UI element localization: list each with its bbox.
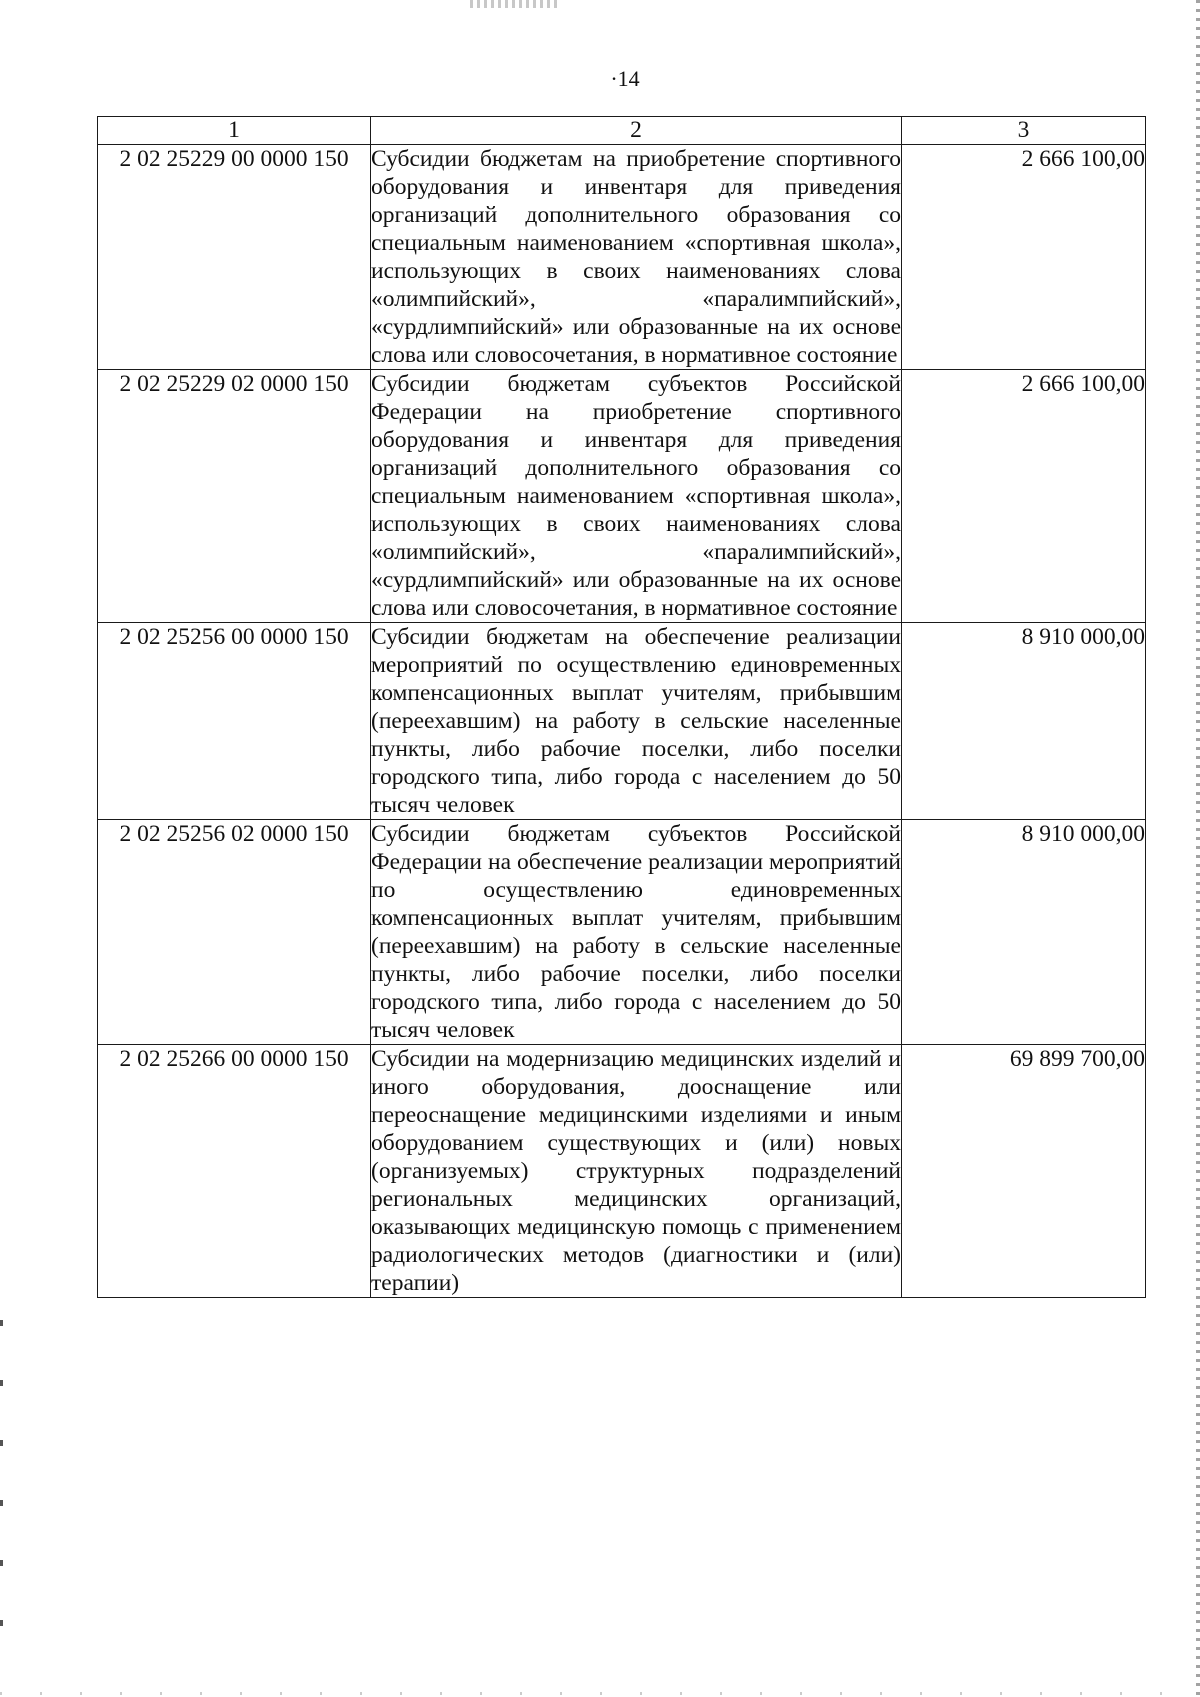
table-row [98,370,1146,623]
budget-code-cell: 2 02 25266 00 0000 150 [98,1045,371,1298]
table-row [98,623,1146,820]
budget-code-cell: 2 02 25256 02 0000 150 [98,820,371,1045]
scan-artifact-bottom-edge [0,1692,1200,1695]
scan-artifact-right-edge [1196,0,1200,1697]
column-header-code: 1 [98,117,371,145]
page-number: ·14 [610,66,640,91]
amount-cell: 69 899 700,00 [902,1045,1146,1298]
description-cell: Субсидии бюджетам субъектов Российской Федерации на обеспечение реализации мероприятий по осуществлению единовременных компенсационных выплат учителям, прибывшим (переехавшим) на работу в сельские населенные пункты, либо рабочие поселки, либо поселки городского типа, либо города с населением до 50 тысяч человек [371,821,901,1043]
table-row [98,820,1146,1045]
description-cell: Субсидии бюджетам субъектов Российской Федерации на приобретение спортивного оборудования и инвентаря для приведения организаций дополнительного образования со специальным наименованием «спортивная школа», использующих в своих наименованиях слова «олимпийский», «паралимпийский», «сурдлимпийский» или образованные на их основе слова или словосочетания, в нормативное состояние [371,371,901,621]
amount-cell: 2 666 100,00 [902,370,1146,623]
amount-cell: 8 910 000,00 [902,623,1146,820]
table-row [98,145,1146,370]
description-cell: Субсидии на модернизацию медицинских изделий и иного оборудования, дооснащение или переоснащение медицинскими изделиями и иным оборудованием существующих и (или) новых (организуемых) структурных подразделений региональных медицинских организаций, оказывающих медицинскую помощь с применением радиологических методов (диагностики и (или) терапии) [371,1046,901,1296]
budget-code-cell: 2 02 25229 00 0000 150 [98,145,371,370]
table-header-row [98,117,1146,145]
amount-cell: 2 666 100,00 [902,145,1146,370]
column-header-description: 2 [371,117,902,145]
amount-cell: 8 910 000,00 [902,820,1146,1045]
scan-artifact-top [470,0,560,8]
budget-code-cell: 2 02 25256 00 0000 150 [98,623,371,820]
budget-code-cell: 2 02 25229 02 0000 150 [98,370,371,623]
table-row [98,1045,1146,1298]
description-cell: Субсидии бюджетам на обеспечение реализации мероприятий по осуществлению единовременных компенсационных выплат учителям, прибывшим (переехавшим) на работу в сельские населенные пункты, либо рабочие поселки, либо поселки городского типа, либо города с населением до 50 тысяч человек [371,624,901,818]
scan-artifact-left-edge [0,1320,3,1650]
column-header-amount: 3 [902,117,1146,145]
description-cell: Субсидии бюджетам на приобретение спортивного оборудования и инвентаря для приведения организаций дополнительного образования со специальным наименованием «спортивная школа», использующих в своих наименованиях слова «олимпийский», «паралимпийский», «сурдлимпийский» или образованные на их основе слова или словосочетания, в нормативное состояние [371,146,901,368]
budget-table [97,116,1146,1298]
